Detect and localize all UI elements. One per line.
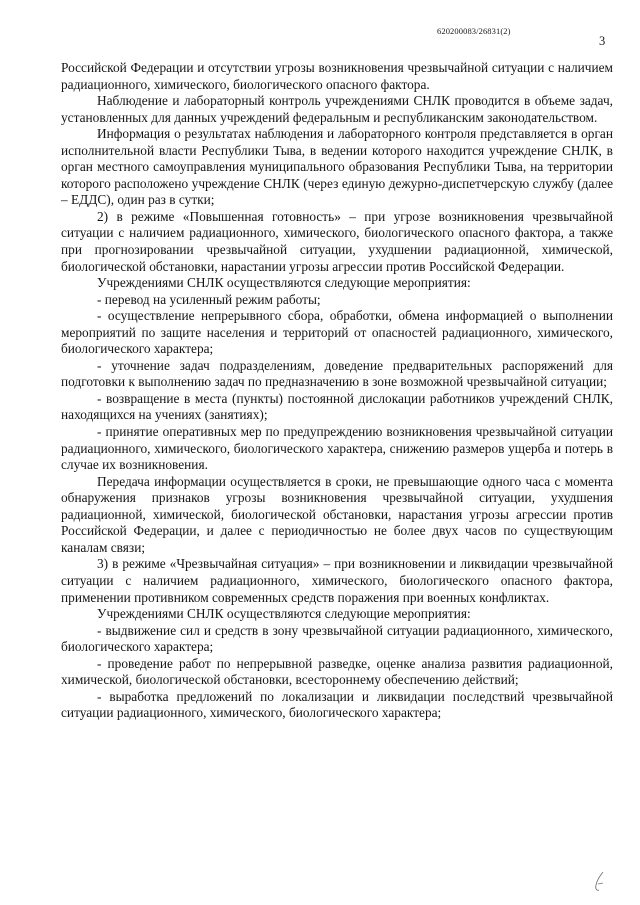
paragraph-8: Учреждениями СНЛК осуществляются следующие мероприятия: bbox=[97, 606, 471, 622]
list-item-5: - принятие оперативных мер по предупреждению возникновения чрезвычайной ситуации радиационного, химического, биологического характера, снижению размеров ущерба и потерь в случае их возникновения. bbox=[61, 424, 613, 473]
paragraph-6: Передача информации осуществляется в сроки, не превышающие одного часа с момента обнаружения признаков угрозы возникновения чрезвычайной ситуации, ухудшения радиационной, химической, биологической обстановки, нарастания угрозы агрессии против Российской Федерации, и далее с периодичностью не более двух часов по существующим каналам связи; bbox=[61, 473, 613, 555]
paragraph-3: Информация о результатах наблюдения и лабораторного контроля представляется в орган исполнительной власти Республики Тыва, в ведении которого находится учреждение СНЛК, в орган местного самоуправления муниципального образования Республики Тыва, на территории которого расположено учреждение СНЛК (через единую дежурно-диспетчерскую службу (далее – ЕДДС), один раз в сутки; bbox=[61, 126, 613, 208]
paragraph-1: Российской Федерации и отсутствии угрозы возникновения чрезвычайной ситуации с наличием радиационного, химического, биологического опасного фактора. bbox=[61, 60, 613, 92]
list-item-7: - проведение работ по непрерывной разведке, оценке анализа развития радиационной, химической, биологической обстановки, всестороннему обеспечению действий; bbox=[61, 655, 613, 688]
handwritten-mark-icon bbox=[591, 870, 609, 894]
list-item-6: - выдвижение сил и средств в зону чрезвычайной ситуации радиационного, химического, биологического характера; bbox=[61, 622, 613, 655]
list-item-3: - уточнение задач подразделениям, доведение предварительных распоряжений для подготовки к выполнению задач по предназначению в зоне возможной чрезвычайной ситуации; bbox=[61, 357, 613, 390]
page-number: 3 bbox=[599, 34, 606, 48]
list-item-1: - перевод на усиленный режим работы; bbox=[97, 291, 321, 307]
document-registration-number: 620200083/26831(2) bbox=[437, 26, 511, 36]
paragraph-5: Учреждениями СНЛК осуществляются следующие мероприятия: bbox=[97, 275, 471, 291]
list-item-2: - осуществление непрерывного сбора, обработки, обмена информацией о выполнении мероприятий по защите населения и территорий от опасностей радиационного, химического, биологического характера; bbox=[61, 308, 613, 357]
list-item-8: - выработка предложений по локализации и ликвидации последствий чрезвычайной ситуации радиационного, химического, биологического характера; bbox=[61, 688, 613, 721]
document-body bbox=[61, 60, 613, 722]
list-item-4: - возвращение в места (пункты) постоянной дислокации работников учреждений СНЛК, находящихся на учениях (занятиях); bbox=[61, 390, 613, 423]
paragraph-7: 3) в режиме «Чрезвычайная ситуация» – при возникновении и ликвидации чрезвычайной ситуации с наличием радиационного, химического, биологического опасного фактора, применении противником современных средств поражения при военных конфликтах. bbox=[61, 556, 613, 605]
paragraph-2: Наблюдение и лабораторный контроль учреждениями СНЛК проводится в объеме задач, установленных для данных учреждений федеральным и республиканским законодательством. bbox=[61, 93, 613, 125]
paragraph-4: 2) в режиме «Повышенная готовность» – при угрозе возникновения чрезвычайной ситуации с наличием радиационного, химического, биологического опасного фактора, а также при прогнозировании чрезвычайной ситуации, ухудшении радиационной, химической, биологической обстановки, нарастании угрозы агрессии против Российской Федерации. bbox=[61, 208, 613, 274]
